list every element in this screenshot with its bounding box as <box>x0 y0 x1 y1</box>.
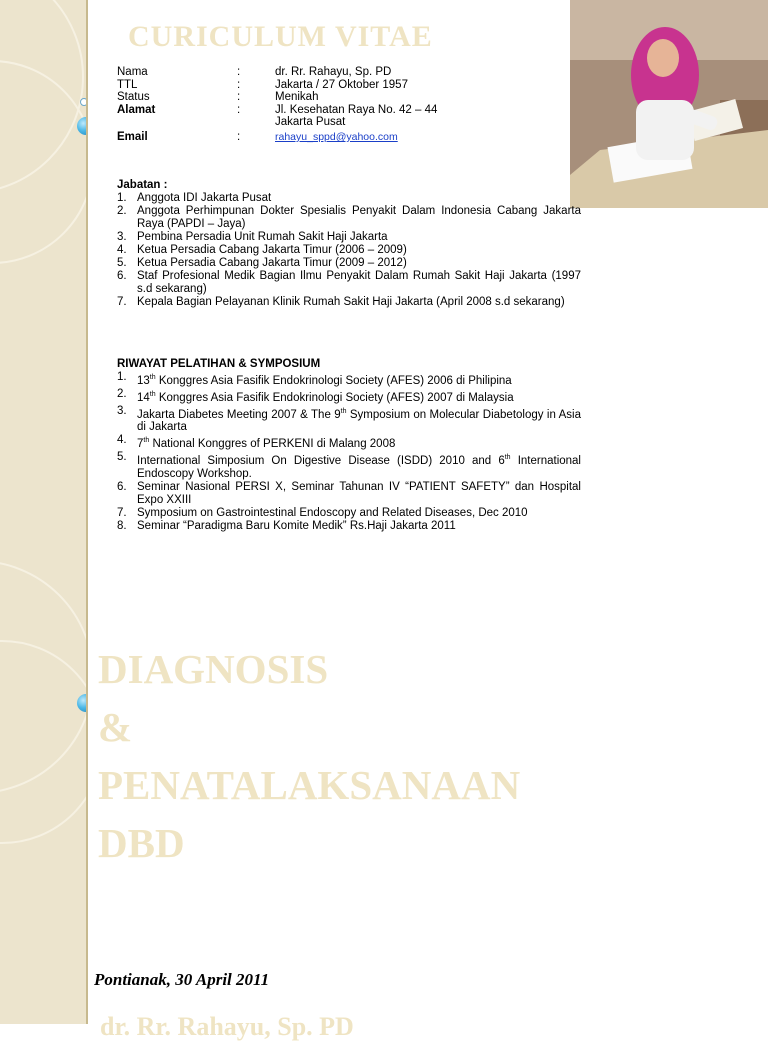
title-line: DIAGNOSIS <box>98 646 329 692</box>
item-text-rest: National Konggres of PERKENI di Malang 2008 <box>149 438 396 451</box>
info-value: dr. Rr. Rahayu, Sp. PD <box>275 66 392 78</box>
item-number: 4. <box>117 244 127 256</box>
item-text-sup: th <box>504 454 511 462</box>
info-colon: : <box>237 130 241 143</box>
item-number: 1. <box>117 192 127 204</box>
item-number: 4. <box>117 434 127 447</box>
info-colon: : <box>237 91 241 104</box>
item-number: 7. <box>117 507 127 520</box>
info-row-alamat <box>117 104 515 117</box>
item-text <box>137 405 581 435</box>
item-text <box>137 507 581 520</box>
jabatan-heading: Jabatan : <box>117 179 168 191</box>
info-colon: : <box>237 66 241 78</box>
item-text-sup: th <box>149 390 156 398</box>
list-item <box>117 296 581 309</box>
info-label <box>117 116 237 129</box>
list-item <box>117 371 581 388</box>
item-number: 1. <box>117 371 127 383</box>
list-item <box>117 270 581 296</box>
personal-info <box>117 66 515 144</box>
list-item <box>117 481 581 507</box>
riwayat-section <box>117 358 581 533</box>
info-row-nama <box>117 66 515 79</box>
item-text <box>137 434 581 451</box>
info-label: TTL <box>117 78 138 91</box>
sidebar-divider <box>86 0 88 1024</box>
item-text: Ketua Persadia Cabang Jakarta Timur (2009 – 2012) <box>137 257 407 269</box>
item-text: Pembina Persadia Unit Rumah Sakit Haji Jakarta <box>137 231 388 243</box>
list-item <box>117 388 581 405</box>
item-number: 2. <box>117 205 127 217</box>
info-row-status <box>117 91 515 104</box>
email-link[interactable]: rahayu_sppd@yahoo.com <box>275 130 398 143</box>
item-text: Ketua Persadia Cabang Jakarta Timur (2006 – 2009) <box>137 244 407 256</box>
info-value: Jl. Kesehatan Raya No. 42 – 44 <box>275 103 438 116</box>
list-item <box>117 451 581 481</box>
info-row-ttl <box>117 79 515 92</box>
item-text <box>137 371 581 388</box>
list-item <box>117 231 581 244</box>
item-text: Anggota Perhimpunan Dokter Spesialis Penyakit Dalam Indonesia Cabang Jakarta Raya (PAPDI – Jaya) <box>137 205 581 230</box>
list-item <box>117 507 581 520</box>
item-number: 8. <box>117 520 127 533</box>
info-label: Status <box>117 91 150 104</box>
info-value: Jakarta / 27 Oktober 1957 <box>275 78 408 91</box>
info-row-alamat-2 <box>117 116 515 129</box>
photo-illustration <box>570 0 768 208</box>
item-text-sup: th <box>149 374 156 381</box>
item-text-rest: Symposium on Gastrointestinal Endoscopy and Related Diseases, Dec 2010 <box>137 507 528 520</box>
jabatan-list <box>117 192 581 309</box>
profile-photo <box>570 0 768 208</box>
presentation-title <box>98 640 520 872</box>
presenter-name: dr. Rr. Rahayu, Sp. PD <box>100 1012 354 1041</box>
item-text <box>137 520 581 533</box>
item-text-pre: International Simposium On Digestive Disease (ISDD) 2010 and 6 <box>137 455 505 468</box>
info-label: Alamat <box>117 103 156 116</box>
info-colon: : <box>237 103 241 116</box>
item-text-rest: Konggres Asia Fasifik Endokrinologi Society (AFES) 2006 di Philipina <box>155 374 512 387</box>
title-line: & <box>98 704 133 750</box>
item-text-sup: th <box>143 437 150 445</box>
item-text-rest: Seminar Nasional PERSI X, Seminar Tahunan IV “PATIENT SAFETY” dan Hospital Expo XXIII <box>137 481 581 507</box>
title-line: PENATALAKSANAAN <box>98 762 521 808</box>
item-number: 6. <box>117 270 127 282</box>
item-text-sup: th <box>340 407 347 415</box>
cv-title: CURICULUM VITAE <box>128 20 433 53</box>
date-line: Pontianak, 30 April 2011 <box>94 970 270 989</box>
item-text-pre: Jakarta Diabetes Meeting 2007 & The 9 <box>137 408 341 421</box>
list-item <box>117 405 581 435</box>
jabatan-section <box>117 179 581 309</box>
item-text-pre: 13 <box>137 374 150 387</box>
riwayat-heading: RIWAYAT PELATIHAN & SYMPOSIUM <box>117 358 321 370</box>
info-value: Menikah <box>275 91 319 104</box>
item-text-rest: Symposium on Molecular Diabetology in Asia di Jakarta <box>137 408 581 434</box>
info-colon <box>237 116 275 129</box>
item-text <box>137 481 581 507</box>
info-label: Nama <box>117 66 148 78</box>
item-text: Kepala Bagian Pelayanan Klinik Rumah Sakit Haji Jakarta (April 2008 s.d sekarang) <box>137 296 565 308</box>
item-text: Anggota IDI Jakarta Pusat <box>137 192 272 204</box>
info-label: Email <box>117 130 148 143</box>
list-item <box>117 205 581 231</box>
list-item <box>117 520 581 533</box>
item-number: 5. <box>117 451 127 464</box>
item-text-rest: Seminar “Paradigma Baru Komite Medik” Rs.Haji Jakarta 2011 <box>137 520 456 533</box>
item-text-pre: 7 <box>137 438 144 451</box>
list-item <box>117 192 581 205</box>
item-text-rest: International Endoscopy Workshop. <box>137 455 581 481</box>
info-colon: : <box>237 78 241 91</box>
info-row-email <box>117 131 515 144</box>
list-item <box>117 244 581 257</box>
item-number: 5. <box>117 257 127 269</box>
decorative-ring <box>0 640 86 844</box>
item-number: 3. <box>117 404 127 417</box>
info-value: Jakarta Pusat <box>275 116 346 129</box>
item-number: 7. <box>117 296 127 308</box>
title-line: DBD <box>98 820 185 866</box>
item-number: 3. <box>117 231 127 243</box>
riwayat-list <box>117 371 581 533</box>
item-text-pre: 14 <box>137 391 150 404</box>
item-text: Staf Profesional Medik Bagian Ilmu Penyakit Dalam Rumah Sakit Haji Jakarta (1997 s.d sekarang) <box>137 270 581 295</box>
item-text-rest: Konggres Asia Fasifik Endokrinologi Society (AFES) 2007 di Malaysia <box>155 391 514 404</box>
item-number: 6. <box>117 481 127 494</box>
list-item <box>117 434 581 451</box>
decorative-sidebar <box>0 0 86 1024</box>
item-text <box>137 451 581 481</box>
item-text <box>137 388 581 405</box>
list-item <box>117 257 581 270</box>
item-number: 2. <box>117 387 127 400</box>
